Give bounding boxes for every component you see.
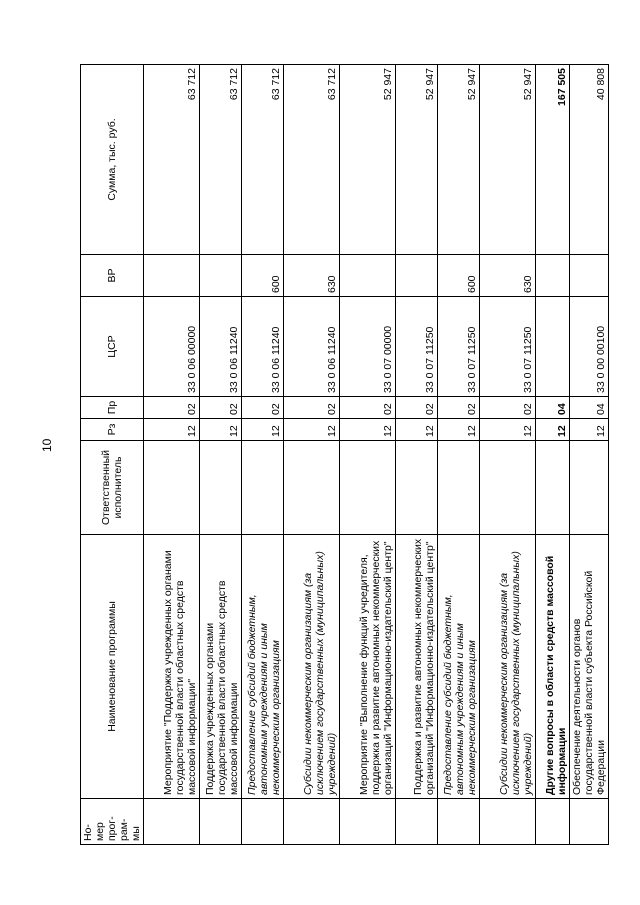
sum-cell: 52 947 — [480, 65, 536, 255]
csr-cell: 33 0 06 11240 — [284, 297, 340, 397]
name-cell: Предоставление субсидий бюджетным, автономным учреждениям и иным некоммерческим организациям — [242, 535, 284, 799]
table-header-row — [81, 65, 144, 845]
vr-cell: 630 — [284, 255, 340, 297]
budget-table-container — [80, 65, 607, 845]
sum-cell: 63 712 — [284, 65, 340, 255]
sum-cell: 63 712 — [200, 65, 242, 255]
pr-cell: 04 — [536, 397, 570, 419]
num-cell — [536, 799, 570, 845]
executor-cell — [242, 441, 284, 535]
table-row — [242, 65, 284, 845]
num-cell — [340, 799, 396, 845]
executor-cell — [438, 441, 480, 535]
table-row — [570, 65, 609, 845]
pr-cell: 02 — [340, 397, 396, 419]
num-cell — [200, 799, 242, 845]
sum-cell: 40 808 — [570, 65, 609, 255]
rz-cell: 12 — [340, 419, 396, 441]
budget-table — [80, 64, 609, 845]
name-cell: Мероприятие "Выполнение функций учредителя, поддержка и развитие автономных некоммерческих организаций "Информационно-издательский центр" — [340, 535, 396, 799]
csr-cell: 33 0 00 00100 — [570, 297, 609, 397]
vr-cell — [144, 255, 200, 297]
rz-cell: 12 — [438, 419, 480, 441]
executor-cell — [570, 441, 609, 535]
num-cell — [396, 799, 438, 845]
executor-cell — [340, 441, 396, 535]
vr-cell — [570, 255, 609, 297]
vr-cell: 600 — [438, 255, 480, 297]
pr-cell: 02 — [242, 397, 284, 419]
header-program-number: Но- мер прог- рам- мы — [81, 799, 144, 845]
csr-cell: 33 0 07 11250 — [396, 297, 438, 397]
executor-cell — [284, 441, 340, 535]
name-cell: Субсидии некоммерческим организациям (за исключением государственных (муниципальных) учреждений) — [480, 535, 536, 799]
header-sum: Сумма, тыс. руб. — [81, 65, 144, 255]
executor-cell — [144, 441, 200, 535]
sum-cell: 63 712 — [242, 65, 284, 255]
executor-cell — [480, 441, 536, 535]
vr-cell — [200, 255, 242, 297]
num-cell — [284, 799, 340, 845]
vr-cell: 630 — [480, 255, 536, 297]
executor-cell — [396, 441, 438, 535]
name-cell: Предоставление субсидий бюджетным, автономным учреждениям и иным некоммерческим организациям — [438, 535, 480, 799]
table-row — [284, 65, 340, 845]
header-pr: Пр — [81, 397, 144, 419]
header-csr: ЦСР — [81, 297, 144, 397]
pr-cell: 02 — [396, 397, 438, 419]
table-row — [438, 65, 480, 845]
rz-cell: 12 — [536, 419, 570, 441]
name-cell: Поддержка учрежденных органами государственной власти областных средств массовой информации — [200, 535, 242, 799]
num-cell — [480, 799, 536, 845]
csr-cell: 33 0 06 11240 — [242, 297, 284, 397]
rz-cell: 12 — [284, 419, 340, 441]
rz-cell: 12 — [242, 419, 284, 441]
rz-cell: 12 — [200, 419, 242, 441]
pr-cell: 02 — [438, 397, 480, 419]
num-cell — [438, 799, 480, 845]
rz-cell: 12 — [396, 419, 438, 441]
num-cell — [144, 799, 200, 845]
rz-cell: 12 — [570, 419, 609, 441]
pr-cell: 02 — [480, 397, 536, 419]
csr-cell — [536, 297, 570, 397]
sum-cell: 167 505 — [536, 65, 570, 255]
vr-cell — [340, 255, 396, 297]
page-number: 10 — [40, 438, 54, 452]
table-row — [396, 65, 438, 845]
csr-cell: 33 0 07 11250 — [480, 297, 536, 397]
table-row — [480, 65, 536, 845]
sum-cell: 52 947 — [438, 65, 480, 255]
header-vr: ВР — [81, 255, 144, 297]
csr-cell: 33 0 06 11240 — [200, 297, 242, 397]
table-row — [144, 65, 200, 845]
num-cell — [242, 799, 284, 845]
name-cell: Поддержка и развитие автономных некоммерческих организаций "Информационно-издательский центр" — [396, 535, 438, 799]
pr-cell: 04 — [570, 397, 609, 419]
rz-cell: 12 — [144, 419, 200, 441]
table-row — [200, 65, 242, 845]
header-rz: Рз — [81, 419, 144, 441]
sum-cell: 52 947 — [396, 65, 438, 255]
name-cell: Другие вопросы в области средств массовой информации — [536, 535, 570, 799]
header-executor: Ответственный исполнитель — [81, 441, 144, 535]
name-cell: Субсидии некоммерческим организациям (за исключением государственных (муниципальных) учреждений) — [284, 535, 340, 799]
vr-cell — [536, 255, 570, 297]
vr-cell — [396, 255, 438, 297]
executor-cell — [200, 441, 242, 535]
name-cell: Обеспечение деятельности органов государственной власти субъекта Российской Федерации — [570, 535, 609, 799]
sum-cell: 63 712 — [144, 65, 200, 255]
name-cell: Мероприятие "Поддержка учрежденных органами государственной власти областных средств массовой информации" — [144, 535, 200, 799]
vr-cell: 600 — [242, 255, 284, 297]
header-program-name: Наименование программы — [81, 535, 144, 799]
csr-cell: 33 0 07 11250 — [438, 297, 480, 397]
num-cell — [570, 799, 609, 845]
pr-cell: 02 — [284, 397, 340, 419]
table-row — [536, 65, 570, 845]
rz-cell: 12 — [480, 419, 536, 441]
table-row — [340, 65, 396, 845]
csr-cell: 33 0 06 00000 — [144, 297, 200, 397]
executor-cell — [536, 441, 570, 535]
csr-cell: 33 0 07 00000 — [340, 297, 396, 397]
pr-cell: 02 — [144, 397, 200, 419]
sum-cell: 52 947 — [340, 65, 396, 255]
pr-cell: 02 — [200, 397, 242, 419]
